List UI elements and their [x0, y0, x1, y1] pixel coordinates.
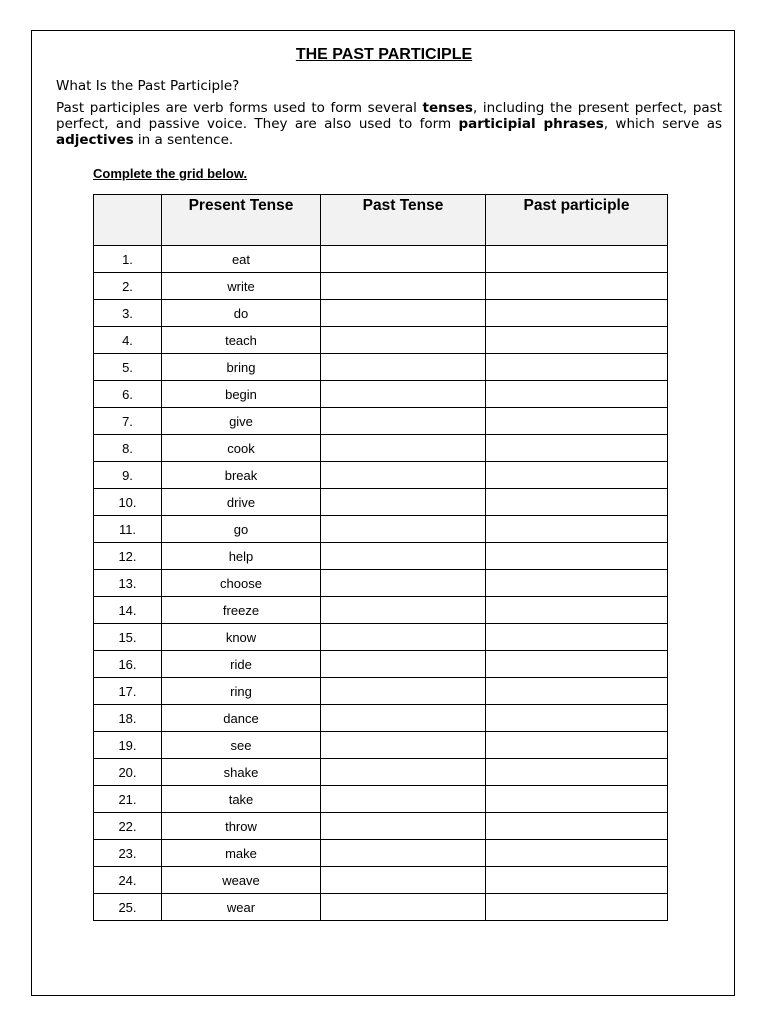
- past-tense-answer-cell[interactable]: [321, 867, 486, 894]
- present-tense-cell: wear: [162, 894, 321, 921]
- past-participle-answer-cell[interactable]: [486, 759, 668, 786]
- past-tense-answer-cell[interactable]: [321, 462, 486, 489]
- table-row: [94, 543, 668, 570]
- table-row: [94, 300, 668, 327]
- table-row: [94, 354, 668, 381]
- past-tense-answer-cell[interactable]: [321, 300, 486, 327]
- row-number: 10.: [94, 489, 162, 516]
- table-row: [94, 651, 668, 678]
- past-tense-answer-cell[interactable]: [321, 435, 486, 462]
- present-tense-cell: eat: [162, 246, 321, 273]
- table-row: [94, 597, 668, 624]
- table-row: [94, 867, 668, 894]
- present-tense-cell: write: [162, 273, 321, 300]
- paragraph-term-participial-phrases: participial phrases: [458, 116, 604, 132]
- table-row: [94, 624, 668, 651]
- present-tense-cell: know: [162, 624, 321, 651]
- row-number: 22.: [94, 813, 162, 840]
- row-number: 1.: [94, 246, 162, 273]
- past-participle-answer-cell[interactable]: [486, 489, 668, 516]
- table-row: [94, 462, 668, 489]
- past-tense-answer-cell[interactable]: [321, 246, 486, 273]
- present-tense-cell: throw: [162, 813, 321, 840]
- past-tense-answer-cell[interactable]: [321, 489, 486, 516]
- past-participle-answer-cell[interactable]: [486, 300, 668, 327]
- row-number: 24.: [94, 867, 162, 894]
- paragraph-term-tenses: tenses: [422, 100, 473, 116]
- present-tense-cell: bring: [162, 354, 321, 381]
- past-participle-answer-cell[interactable]: [486, 381, 668, 408]
- past-participle-answer-cell[interactable]: [486, 867, 668, 894]
- present-tense-cell: make: [162, 840, 321, 867]
- table-body: [94, 246, 668, 921]
- header-past-tense: Past Tense: [321, 195, 486, 246]
- past-tense-answer-cell[interactable]: [321, 732, 486, 759]
- past-tense-answer-cell[interactable]: [321, 840, 486, 867]
- present-tense-cell: take: [162, 786, 321, 813]
- past-participle-answer-cell[interactable]: [486, 894, 668, 921]
- table-row: [94, 327, 668, 354]
- past-participle-answer-cell[interactable]: [486, 597, 668, 624]
- table-row: [94, 786, 668, 813]
- paragraph-text: Past participles are verb forms used to form several: [56, 100, 423, 116]
- paragraph-text: , which serve as: [603, 116, 723, 132]
- paragraph-text: , including the present perfect, past perfect, and passive voice. They are also used to form: [56, 100, 722, 132]
- past-participle-answer-cell[interactable]: [486, 570, 668, 597]
- section-question: What Is the Past Participle?: [56, 78, 240, 94]
- past-tense-answer-cell[interactable]: [321, 624, 486, 651]
- table-row: [94, 408, 668, 435]
- row-number: 4.: [94, 327, 162, 354]
- instruction-text: Complete the grid below.: [93, 166, 248, 181]
- header-number: [94, 195, 162, 246]
- past-tense-answer-cell[interactable]: [321, 273, 486, 300]
- past-tense-answer-cell[interactable]: [321, 408, 486, 435]
- past-participle-answer-cell[interactable]: [486, 705, 668, 732]
- row-number: 19.: [94, 732, 162, 759]
- past-participle-answer-cell[interactable]: [486, 678, 668, 705]
- table-row: [94, 840, 668, 867]
- row-number: 13.: [94, 570, 162, 597]
- present-tense-cell: ring: [162, 678, 321, 705]
- table-header-row: [94, 195, 668, 246]
- table-row: [94, 705, 668, 732]
- past-participle-answer-cell[interactable]: [486, 408, 668, 435]
- row-number: 16.: [94, 651, 162, 678]
- past-tense-answer-cell[interactable]: [321, 570, 486, 597]
- table-row: [94, 273, 668, 300]
- table-row: [94, 516, 668, 543]
- past-participle-answer-cell[interactable]: [486, 543, 668, 570]
- past-participle-answer-cell[interactable]: [486, 516, 668, 543]
- past-tense-answer-cell[interactable]: [321, 678, 486, 705]
- past-tense-answer-cell[interactable]: [321, 759, 486, 786]
- row-number: 2.: [94, 273, 162, 300]
- row-number: 17.: [94, 678, 162, 705]
- table-row: [94, 489, 668, 516]
- past-tense-answer-cell[interactable]: [321, 354, 486, 381]
- past-participle-answer-cell[interactable]: [486, 840, 668, 867]
- paragraph-text: in a sentence.: [133, 132, 234, 148]
- present-tense-cell: do: [162, 300, 321, 327]
- past-tense-answer-cell[interactable]: [321, 516, 486, 543]
- past-participle-answer-cell[interactable]: [486, 462, 668, 489]
- past-tense-answer-cell[interactable]: [321, 705, 486, 732]
- past-participle-answer-cell[interactable]: [486, 786, 668, 813]
- past-tense-answer-cell[interactable]: [321, 381, 486, 408]
- past-participle-answer-cell[interactable]: [486, 813, 668, 840]
- past-participle-answer-cell[interactable]: [486, 246, 668, 273]
- row-number: 7.: [94, 408, 162, 435]
- paragraph-term-adjectives: adjectives: [56, 132, 134, 148]
- intro-paragraph: [56, 100, 722, 148]
- past-participle-answer-cell[interactable]: [486, 273, 668, 300]
- table-row: [94, 813, 668, 840]
- past-participle-answer-cell[interactable]: [486, 354, 668, 381]
- present-tense-cell: weave: [162, 867, 321, 894]
- past-participle-answer-cell[interactable]: [486, 732, 668, 759]
- row-number: 18.: [94, 705, 162, 732]
- past-tense-answer-cell[interactable]: [321, 813, 486, 840]
- past-participle-answer-cell[interactable]: [486, 651, 668, 678]
- present-tense-cell: see: [162, 732, 321, 759]
- present-tense-cell: freeze: [162, 597, 321, 624]
- row-number: 11.: [94, 516, 162, 543]
- past-tense-answer-cell[interactable]: [321, 651, 486, 678]
- present-tense-cell: teach: [162, 327, 321, 354]
- table-row: [94, 678, 668, 705]
- table-row: [94, 435, 668, 462]
- table-row: [94, 759, 668, 786]
- present-tense-cell: help: [162, 543, 321, 570]
- table-row: [94, 381, 668, 408]
- verb-grid-table: [93, 194, 668, 921]
- present-tense-cell: ride: [162, 651, 321, 678]
- table-row: [94, 732, 668, 759]
- past-tense-answer-cell[interactable]: [321, 786, 486, 813]
- row-number: 5.: [94, 354, 162, 381]
- row-number: 20.: [94, 759, 162, 786]
- present-tense-cell: shake: [162, 759, 321, 786]
- row-number: 14.: [94, 597, 162, 624]
- header-past-participle: Past participle: [486, 195, 668, 246]
- row-number: 9.: [94, 462, 162, 489]
- present-tense-cell: begin: [162, 381, 321, 408]
- row-number: 6.: [94, 381, 162, 408]
- table-row: [94, 894, 668, 921]
- present-tense-cell: give: [162, 408, 321, 435]
- present-tense-cell: dance: [162, 705, 321, 732]
- present-tense-cell: go: [162, 516, 321, 543]
- past-tense-answer-cell[interactable]: [321, 597, 486, 624]
- row-number: 15.: [94, 624, 162, 651]
- past-tense-answer-cell[interactable]: [321, 543, 486, 570]
- past-tense-answer-cell[interactable]: [321, 894, 486, 921]
- row-number: 25.: [94, 894, 162, 921]
- row-number: 8.: [94, 435, 162, 462]
- row-number: 12.: [94, 543, 162, 570]
- past-participle-answer-cell[interactable]: [486, 435, 668, 462]
- past-participle-answer-cell[interactable]: [486, 327, 668, 354]
- past-tense-answer-cell[interactable]: [321, 327, 486, 354]
- present-tense-cell: drive: [162, 489, 321, 516]
- past-participle-answer-cell[interactable]: [486, 624, 668, 651]
- present-tense-cell: cook: [162, 435, 321, 462]
- row-number: 3.: [94, 300, 162, 327]
- row-number: 21.: [94, 786, 162, 813]
- present-tense-cell: choose: [162, 570, 321, 597]
- header-present-tense: Present Tense: [162, 195, 321, 246]
- table-row: [94, 570, 668, 597]
- present-tense-cell: break: [162, 462, 321, 489]
- row-number: 23.: [94, 840, 162, 867]
- table-row: [94, 246, 668, 273]
- page-title: THE PAST PARTICIPLE: [295, 46, 473, 63]
